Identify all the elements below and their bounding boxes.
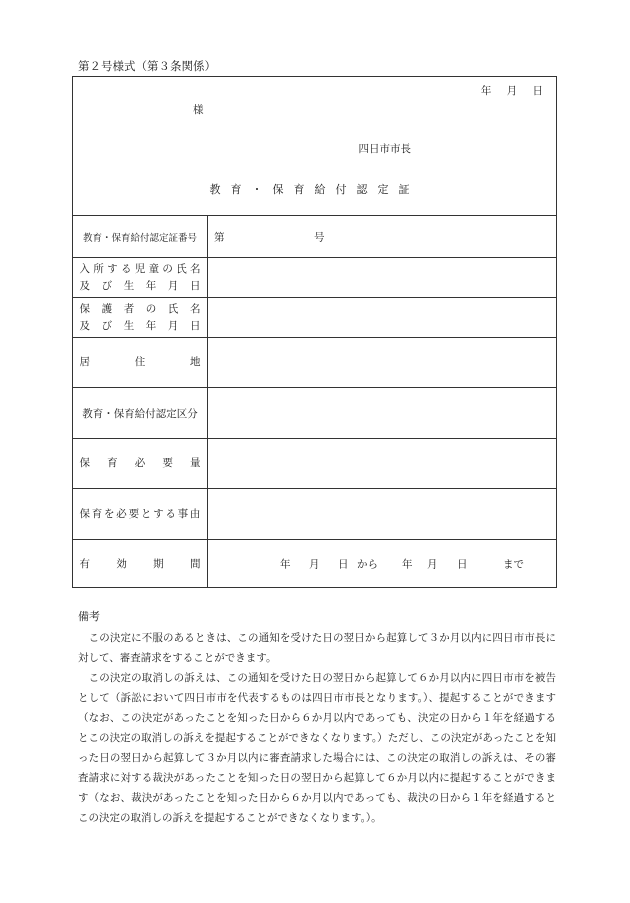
validity-period-value <box>208 540 556 588</box>
certification-category-label-text: 教育・保育給付認定区分 <box>82 407 198 420</box>
to-day-unit: 日 <box>457 558 468 571</box>
guardian-label-line1 <box>80 301 201 318</box>
to-month-unit: 月 <box>427 558 438 571</box>
label-char: 月 <box>167 319 179 332</box>
label-char: 月 <box>167 279 179 292</box>
required-care-amount-value <box>208 439 556 488</box>
residence-label <box>73 338 208 387</box>
child-name-birthdate-value <box>208 258 556 297</box>
label-char: 間 <box>189 557 201 570</box>
guardian-label-line2 <box>80 318 201 335</box>
label-char: と <box>140 507 152 520</box>
label-char: 護 <box>101 302 113 315</box>
guardian-name-birthdate-value <box>208 298 556 337</box>
to-word: まで <box>503 558 524 571</box>
from-day-unit: 日 <box>338 558 349 571</box>
certification-category-value <box>208 388 556 438</box>
label-char: 年 <box>145 279 157 292</box>
child-label-line2 <box>80 278 201 295</box>
from-year-unit: 年 <box>280 558 291 571</box>
certification-category-label <box>73 388 208 438</box>
label-char: 及 <box>79 279 90 292</box>
residence-value <box>208 338 556 387</box>
label-char: の <box>162 262 173 275</box>
label-char: 児 <box>134 262 146 275</box>
certificate-table <box>72 76 557 588</box>
from-word: から <box>357 558 378 571</box>
label-char: 必 <box>116 507 127 520</box>
document-title: 教育・保育給付認定証 <box>209 183 420 196</box>
label-char: び <box>101 279 113 292</box>
child-label-line1 <box>80 261 201 278</box>
label-char: 由 <box>189 507 201 520</box>
label-char: 事 <box>177 507 189 520</box>
label-char: 量 <box>190 457 201 469</box>
child-name-birthdate-row <box>73 257 556 297</box>
label-char: 地 <box>190 356 201 368</box>
notes-heading: 備考 <box>78 610 100 623</box>
cert-number-label <box>73 216 208 257</box>
certification-category-row <box>73 387 556 438</box>
notes-paragraph-2: この決定の取消しの訴えは、この通知を受けた日の翌日から起算して６か月以内に四日市市を被告として（訴訟において四日市市を代表するものは四日市市長となります。）、提起することができます（なお、この決定があったことを知った日から６か月以内であっても、決定の日から１年を経過するとこの決定の取消しの訴えを提起することができなくなります。）ただし、この決定があったことを知った日の翌日から起算して３か月以内に審査請求した場合には、この決定の取消しの訴えは、その審査請求に対する裁決があったことを知った日の翌日から起算して６か月以内に提起することができます（なお、裁決があったことを知った日から６か月以内であっても、裁決の日から１年を経過するとこの決定の取消しの訴えを提起することができなくなります。）。 <box>78 672 556 824</box>
label-char: 生 <box>123 279 135 292</box>
to-year-unit: 年 <box>402 558 413 571</box>
care-reason-value <box>208 489 556 539</box>
label-char: 名 <box>190 262 201 275</box>
label-char: 保 <box>79 302 90 315</box>
label-char: 保 <box>79 507 90 520</box>
label-char: 所 <box>93 262 104 275</box>
guardian-name-birthdate-row <box>73 297 556 337</box>
certificate-header <box>73 77 556 215</box>
care-reason-label <box>73 489 208 539</box>
form-number-title: 第２号様式（第３条関係） <box>78 59 216 73</box>
label-char: 住 <box>134 356 146 368</box>
cert-number-row <box>73 215 556 257</box>
label-char: 日 <box>189 319 201 332</box>
addressee-honorific: 様 <box>193 104 204 116</box>
cert-number-prefix: 第 <box>214 231 225 243</box>
validity-period-row <box>73 539 556 588</box>
label-char: る <box>165 507 176 520</box>
label-char: 居 <box>79 356 90 368</box>
label-char: す <box>107 262 118 275</box>
validity-period-label <box>73 540 208 588</box>
residence-row <box>73 337 556 387</box>
label-char: 年 <box>145 319 157 332</box>
label-char: 名 <box>189 302 201 315</box>
care-reason-row <box>73 488 556 539</box>
label-char: を <box>104 507 115 520</box>
label-char: 育 <box>91 507 103 520</box>
label-char: 氏 <box>167 302 179 315</box>
label-char: 要 <box>128 507 140 520</box>
cert-number-value <box>208 216 556 257</box>
label-char: 有 <box>79 557 90 570</box>
label-char: 入 <box>79 262 90 275</box>
required-care-amount-row <box>73 438 556 488</box>
label-char: の <box>145 302 157 315</box>
label-char: 者 <box>123 302 135 315</box>
label-char: 保 <box>79 457 90 469</box>
label-char: 必 <box>134 457 146 469</box>
required-care-amount-label <box>73 439 208 488</box>
issue-date: 年 月 日 <box>480 85 544 97</box>
label-char: 育 <box>107 457 118 469</box>
label-char: 氏 <box>176 262 187 275</box>
cert-number-suffix: 号 <box>314 231 325 243</box>
issuer-name: 四日市市長 <box>358 143 411 155</box>
guardian-name-birthdate-label <box>73 298 208 337</box>
child-name-birthdate-label <box>73 258 208 297</box>
notes-paragraph-1: この決定に不服のあるときは、この通知を受けた日の翌日から起算して３か月以内に四日市市長に対して、審査請求をすることができます。 <box>78 632 556 664</box>
label-char: す <box>153 507 164 520</box>
label-char: る <box>120 262 132 275</box>
label-char: 要 <box>162 457 173 469</box>
label-char: 効 <box>116 557 127 570</box>
label-char: 及 <box>79 319 90 332</box>
label-char: 生 <box>123 319 135 332</box>
cert-number-label-text: 教育・保育給付認定証番号 <box>82 232 197 244</box>
label-char: 日 <box>189 279 201 292</box>
from-month-unit: 月 <box>309 558 320 571</box>
label-char: 期 <box>153 557 164 570</box>
label-char: び <box>101 319 113 332</box>
label-char: 童 <box>148 262 160 275</box>
